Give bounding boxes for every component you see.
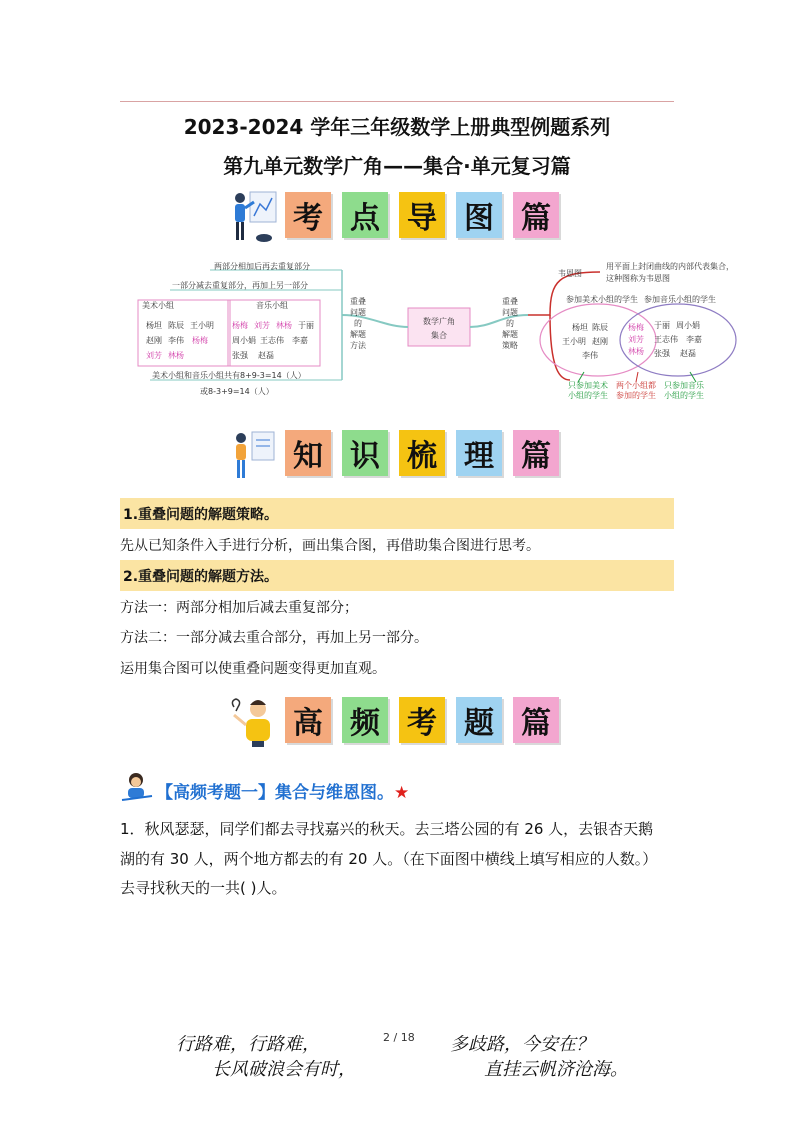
document-subtitle: 第九单元数学广角——集合·单元复习篇 (223, 154, 571, 178)
knowledge-heading-2 (120, 560, 674, 591)
venn-right-name: 赵磊 (680, 349, 696, 358)
knowledge-paragraph-4: 运用集合图可以使重叠问题变得更加直观。 (120, 661, 386, 677)
art-name: 王小明 (190, 321, 214, 330)
art-name: 刘芳 (146, 351, 162, 360)
header-rule (120, 101, 674, 102)
poem-line-3: 长风破浪会有时， (212, 1059, 356, 1080)
poem-line-4: 直挂云帆济沧海。 (484, 1059, 628, 1080)
venn-only-music-1: 只参加音乐 (664, 381, 704, 390)
question-line-2: 湖的有 30 人，两个地方都去的有 20 人。（在下面图中横线上填写相应的人数。） (120, 850, 658, 868)
banner-tile: 点 (342, 192, 388, 238)
banner-tile: 识 (342, 430, 388, 476)
venn-left-name: 王小明 (562, 337, 586, 346)
venn-mid-name: 林杨 (628, 347, 644, 356)
music-name: 张强 (232, 351, 248, 360)
banner-zhishi-shuli (228, 426, 568, 484)
art-name: 杨梅 (192, 336, 208, 345)
music-name: 周小娟 (232, 336, 256, 345)
thinking-student-icon (228, 693, 278, 751)
left-branch-1: 重叠 (350, 297, 366, 306)
banner-tile: 频 (342, 697, 388, 743)
venn-both-2: 参加的学生 (616, 391, 656, 400)
left-branch-5: 方法 (350, 341, 366, 350)
venn-right-name: 张强 (654, 349, 670, 358)
venn-right-name: 周小娟 (676, 321, 700, 330)
venn-only-art-2: 小组的学生 (568, 391, 608, 400)
banner-tile: 图 (456, 192, 502, 238)
venn-left-name: 赵刚 (592, 337, 608, 346)
teacher-presenting-icon (228, 188, 278, 246)
banner-gaopin-kaoti (228, 693, 568, 751)
knowledge-heading-1 (120, 498, 674, 529)
left-branch-3: 的 (354, 319, 362, 328)
banner-tile: 篇 (513, 430, 559, 476)
right-branch-5: 策略 (502, 341, 518, 350)
venn-mid-name: 杨梅 (628, 323, 644, 332)
art-name: 陈辰 (168, 321, 184, 330)
formula-1: 美术小组和音乐小组共有8+9-3=14（人） (152, 371, 306, 380)
banner-tile: 梳 (399, 430, 445, 476)
art-name: 杨坦 (146, 321, 162, 330)
knowledge-heading-2-text: 2.重叠问题的解题方法。 (123, 569, 279, 585)
banner-kaodian-daotu (228, 188, 568, 246)
left-branch-2: 问题 (350, 308, 366, 317)
music-name: 李嘉 (292, 336, 308, 345)
question-title-text: 【高频考题一】集合与维恩图。 (156, 783, 394, 803)
poem-line-1: 行路难，行路难， (176, 1034, 320, 1055)
banner-tile: 考 (285, 192, 331, 238)
venn-right-name: 王志伟 (654, 335, 678, 344)
page-number: 2 / 18 (383, 1031, 415, 1044)
venn-right-name: 于丽 (654, 321, 670, 330)
mind-map-diagram (130, 260, 770, 405)
music-group-label: 音乐小组 (256, 301, 288, 310)
banner-tile: 篇 (513, 192, 559, 238)
venn-left-name: 杨坦 (572, 323, 588, 332)
venn-left-name: 陈辰 (592, 323, 608, 332)
music-name: 刘芳 (254, 321, 270, 330)
venn-both-1: 两个小组都 (616, 381, 656, 390)
art-group-label: 美术小组 (142, 301, 174, 310)
question-line-3: 去寻找秋天的一共( )人。 (120, 879, 287, 897)
banner-tile: 导 (399, 192, 445, 238)
music-name: 王志伟 (260, 336, 284, 345)
venn-right-name: 李嘉 (686, 335, 702, 344)
right-branch-2: 问题 (502, 308, 518, 317)
mindmap-center-text-1: 数学广角 (423, 317, 455, 326)
knowledge-paragraph-1: 先从已知条件入手进行分析，画出集合图，再借助集合图进行思考。 (120, 538, 540, 554)
venn-description-1: 用平面上封闭曲线的内部代表集合， (606, 262, 734, 271)
poem-line-2: 多歧路，今安在？ (450, 1034, 594, 1055)
art-name: 林杨 (168, 351, 184, 360)
venn-label: 韦恩图 (558, 269, 582, 278)
music-name: 林杨 (276, 321, 292, 330)
mindmap-center-text-2: 集合 (431, 331, 447, 340)
venn-only-music-2: 小组的学生 (664, 391, 704, 400)
mindmap-center-node (408, 308, 470, 346)
banner-tile: 理 (456, 430, 502, 476)
star-icon: ★ (394, 783, 410, 803)
banner-tile: 考 (399, 697, 445, 743)
knowledge-paragraph-3: 方法二：一部分减去重合部分，再加上另一部分。 (120, 630, 428, 646)
venn-left-name: 李伟 (582, 351, 598, 360)
document-title: 2023-2024 学年三年级数学上册典型例题系列 (183, 115, 611, 139)
art-name: 李伟 (168, 336, 184, 345)
right-branch-3: 的 (506, 319, 514, 328)
music-name: 杨梅 (232, 321, 248, 330)
venn-description-2: 这种图称为韦恩图 (606, 274, 670, 283)
right-branch-4: 解题 (502, 330, 518, 339)
banner-tile: 高 (285, 697, 331, 743)
right-branch-1: 重叠 (502, 297, 518, 306)
question-section-title (156, 778, 409, 803)
art-name: 赵刚 (146, 336, 162, 345)
knowledge-paragraph-2: 方法一：两部分相加后减去重复部分； (120, 600, 358, 616)
student-writing-icon (120, 770, 154, 804)
method-2-text: 一部分减去重复部分，再加上另一部分 (172, 281, 308, 290)
knowledge-heading-1-text: 1.重叠问题的解题策略。 (123, 507, 279, 523)
venn-art-label: 参加美术小组的学生 (566, 295, 638, 304)
left-branch-4: 解题 (350, 330, 366, 339)
formula-2: 或8-3+9=14（人） (200, 387, 274, 396)
banner-tile: 题 (456, 697, 502, 743)
music-name: 赵磊 (258, 351, 274, 360)
method-1-text: 两部分相加后再去重复部分 (214, 262, 310, 271)
venn-only-art-1: 只参加美术 (568, 381, 608, 390)
banner-tile: 知 (285, 430, 331, 476)
venn-mid-name: 刘芳 (628, 335, 644, 344)
student-studying-icon (228, 426, 278, 484)
music-name: 于丽 (298, 321, 314, 330)
venn-music-label: 参加音乐小组的学生 (644, 295, 716, 304)
banner-tile: 篇 (513, 697, 559, 743)
question-line-1: 1．秋风瑟瑟，同学们都去寻找嘉兴的秋天。去三塔公园的有 26 人，去银杏天鹅 (120, 820, 654, 838)
